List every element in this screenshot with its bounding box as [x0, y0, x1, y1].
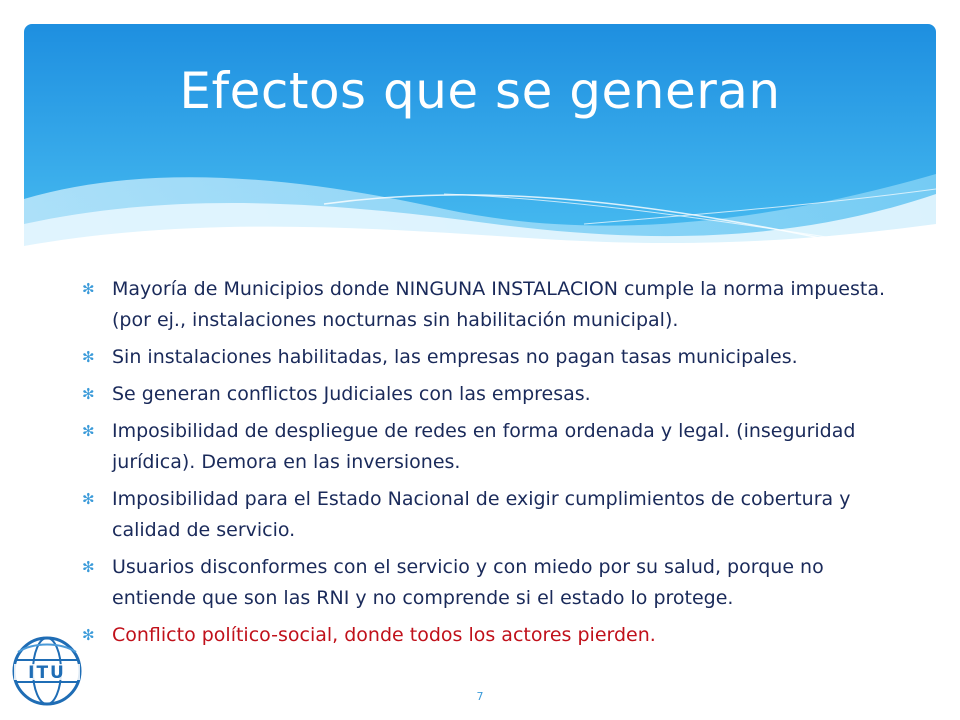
logo-text: ITU: [28, 663, 66, 683]
list-item: [80, 552, 910, 614]
list-item: [80, 416, 910, 478]
bullet-text: Conflicto político-social, donde todos los actores pierden.: [112, 624, 656, 646]
asterisk-bullet-icon: ✻: [82, 490, 95, 508]
list-item: [80, 379, 910, 410]
itu-logo: [10, 634, 84, 708]
list-item: [80, 342, 910, 373]
bullet-text: Imposibilidad de despliegue de redes en forma ordenada y legal. (inseguridad jurídica). Demora en las inversiones.: [112, 420, 856, 473]
asterisk-bullet-icon: ✻: [82, 385, 95, 403]
asterisk-bullet-icon: ✻: [82, 558, 95, 576]
asterisk-bullet-icon: ✻: [82, 348, 95, 366]
bullet-list: [80, 274, 910, 657]
list-item-highlighted: [80, 620, 910, 651]
slide-title: Efectos que se generan: [179, 62, 781, 120]
page-number: 7: [476, 690, 484, 703]
itu-globe-icon: [10, 634, 84, 708]
title-banner: [24, 24, 936, 270]
bullet-text: Mayoría de Municipios donde NINGUNA INSTALACION cumple la norma impuesta. (por ej., instalaciones nocturnas sin habilitación municipal).: [112, 278, 886, 331]
bullet-text: Usuarios disconformes con el servicio y con miedo por su salud, porque no entiende que son las RNI y no comprende si el estado lo protege.: [112, 556, 824, 609]
bullet-text: Sin instalaciones habilitadas, las empresas no pagan tasas municipales.: [112, 346, 798, 368]
banner-wave-graphic: [24, 24, 936, 270]
list-item: [80, 484, 910, 546]
asterisk-bullet-icon: ✻: [82, 422, 95, 440]
list-item: [80, 274, 910, 336]
asterisk-bullet-icon: ✻: [82, 280, 95, 298]
bullet-text: Imposibilidad para el Estado Nacional de exigir cumplimientos de cobertura y calidad de servicio.: [112, 488, 851, 541]
asterisk-bullet-icon: ✻: [82, 626, 95, 644]
bullet-text: Se generan conflictos Judiciales con las empresas.: [112, 383, 591, 405]
